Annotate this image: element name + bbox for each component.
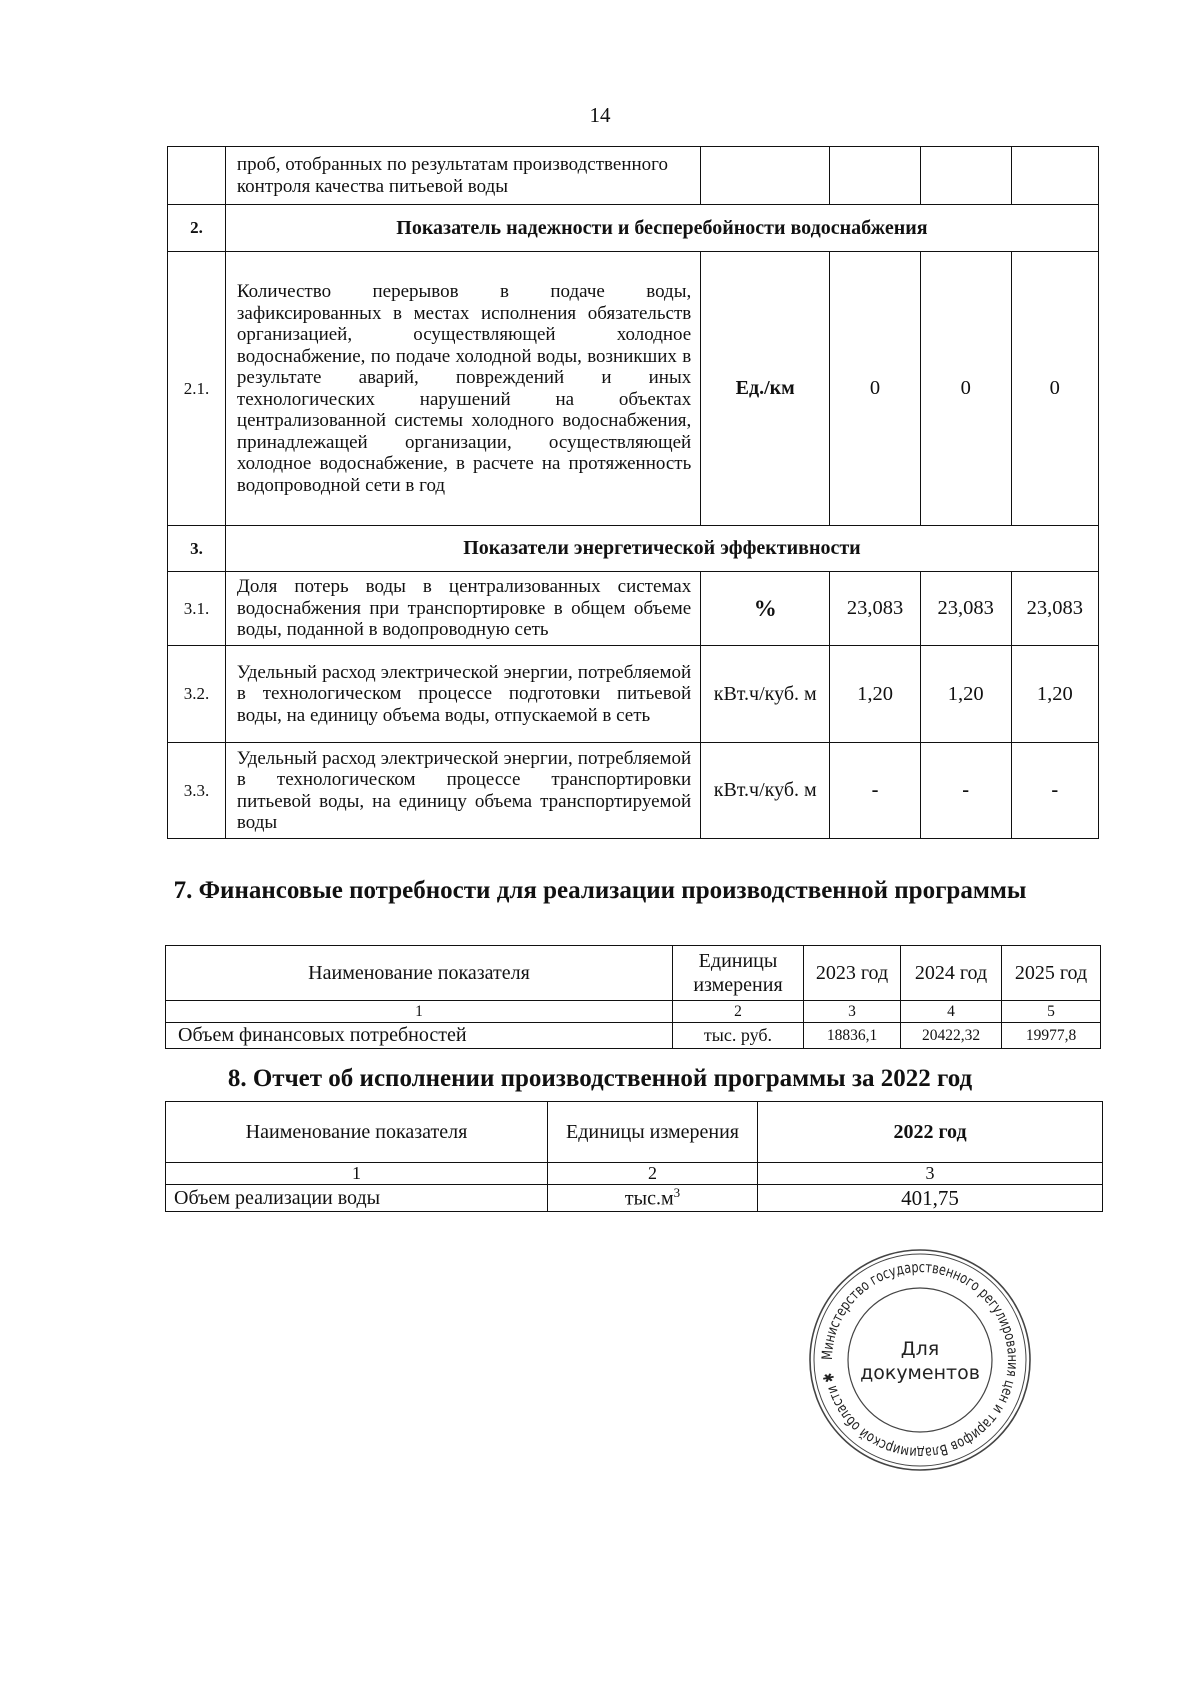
section-title: Показатели энергетической эффективности: [225, 526, 1098, 572]
column-index: 4: [901, 1001, 1002, 1023]
section-row: [168, 526, 1099, 572]
index-row: [166, 1001, 1101, 1023]
row-number: 3.1.: [168, 572, 226, 646]
indicator-description: проб, отобранных по результатам производственного контроля качества питьевой воды: [225, 147, 700, 205]
svg-text:Министерство государственного: Министерство государственного регулирования цен и тарифов Владимирской области ✱: [819, 1259, 1021, 1461]
table-row: [166, 1023, 1101, 1049]
column-header: 2022 год: [758, 1102, 1103, 1163]
stamp-center-text: Для: [900, 1338, 940, 1360]
value-cell: -: [920, 743, 1011, 839]
indicator-name: Объем финансовых потребностей: [166, 1023, 673, 1049]
column-header: 2025 год: [1002, 946, 1101, 1001]
unit-cell: кВт.ч/куб. м: [701, 743, 830, 839]
table-row: [168, 252, 1099, 526]
value-cell: 23,083: [1011, 572, 1098, 646]
column-index: 1: [166, 1163, 548, 1185]
table-row: [166, 1185, 1103, 1212]
page-number: 14: [589, 103, 611, 127]
value-cell: 0: [920, 252, 1011, 526]
row-number: 3.3.: [168, 743, 226, 839]
value-cell: 23,083: [920, 572, 1011, 646]
section-number: 2.: [168, 205, 226, 252]
indicator-name: Объем реализации воды: [166, 1185, 548, 1212]
table-header-row: [166, 946, 1101, 1001]
column-header: Наименование показателя: [166, 946, 673, 1001]
value-cell: 18836,1: [804, 1023, 901, 1049]
indicator-description: Удельный расход электрической энергии, потребляемой в технологическом процессе подготовки питьевой воды, на единицу объема воды, отпускаемой в сеть: [225, 646, 700, 743]
unit-cell: кВт.ч/куб. м: [701, 646, 830, 743]
column-index: 1: [166, 1001, 673, 1023]
column-header: 2024 год: [901, 946, 1002, 1001]
value-cell: 1,20: [920, 646, 1011, 743]
table-header-row: [166, 1102, 1103, 1163]
value-cell: 401,75: [758, 1185, 1103, 1212]
section-row: [168, 205, 1099, 252]
column-header: Единицы измерения: [673, 946, 804, 1001]
row-number: 3.2.: [168, 646, 226, 743]
value-cell: 19977,8: [1002, 1023, 1101, 1049]
value-cell: 20422,32: [901, 1023, 1002, 1049]
row-number: 2.1.: [168, 252, 226, 526]
unit-cell: $тыс.м^3$: [548, 1185, 758, 1212]
index-row: [166, 1163, 1103, 1185]
value-cell: 23,083: [830, 572, 921, 646]
official-stamp: [805, 1245, 1035, 1475]
financial-needs-table: [165, 945, 1101, 1049]
value-cell: -: [1011, 743, 1098, 839]
value-cell: 0: [830, 252, 921, 526]
section-number: 3.: [168, 526, 226, 572]
column-index: 3: [758, 1163, 1103, 1185]
column-index: 3: [804, 1001, 901, 1023]
unit-cell: Ед./км: [701, 252, 830, 526]
indicator-description: Удельный расход электрической энергии, потребляемой в технологическом процессе транспортировки питьевой воды, на единицу объема транспортируемой воды: [225, 743, 700, 839]
value-cell: 1,20: [830, 646, 921, 743]
table-row: [168, 743, 1099, 839]
column-header: Единицы измерения: [548, 1102, 758, 1163]
table-row: [168, 572, 1099, 646]
column-index: 2: [548, 1163, 758, 1185]
stamp-center-text: документов: [860, 1362, 980, 1384]
table-row: [168, 147, 1099, 205]
value-cell: 0: [1011, 252, 1098, 526]
section-title: Показатель надежности и бесперебойности водоснабжения: [225, 205, 1098, 252]
indicator-description: Доля потерь воды в централизованных системах водоснабжения при транспортировке в общем объеме воды, поданной в водопроводную сеть: [225, 572, 700, 646]
program-report-table: [165, 1101, 1103, 1212]
value-cell: -: [830, 743, 921, 839]
value-cell: 1,20: [1011, 646, 1098, 743]
section-heading: 8. Отчет об исполнении производственной программы за 2022 год: [227, 1065, 973, 1092]
indicator-description: Количество перерывов в подаче воды, зафиксированных в местах исполнения обязательств организацией, осуществляющей холодное водоснабжение, по подаче холодной воды, возникших в результате аварий, повреждений и иных технологических нарушений на объектах централизованной системы холодного водоснабжения, принадлежащей организации, осуществляющей холодное водоснабжение, в расчете на протяженность водопроводной сети в год: [225, 252, 700, 526]
column-index: 5: [1002, 1001, 1101, 1023]
unit-cell: тыс. руб.: [673, 1023, 804, 1049]
column-header: 2023 год: [804, 946, 901, 1001]
indicators-table: [167, 146, 1099, 839]
table-row: [168, 646, 1099, 743]
column-index: 2: [673, 1001, 804, 1023]
column-header: Наименование показателя: [166, 1102, 548, 1163]
unit-cell: %: [701, 572, 830, 646]
section-heading: 7. Финансовые потребности для реализации производственной программы: [173, 877, 1027, 904]
